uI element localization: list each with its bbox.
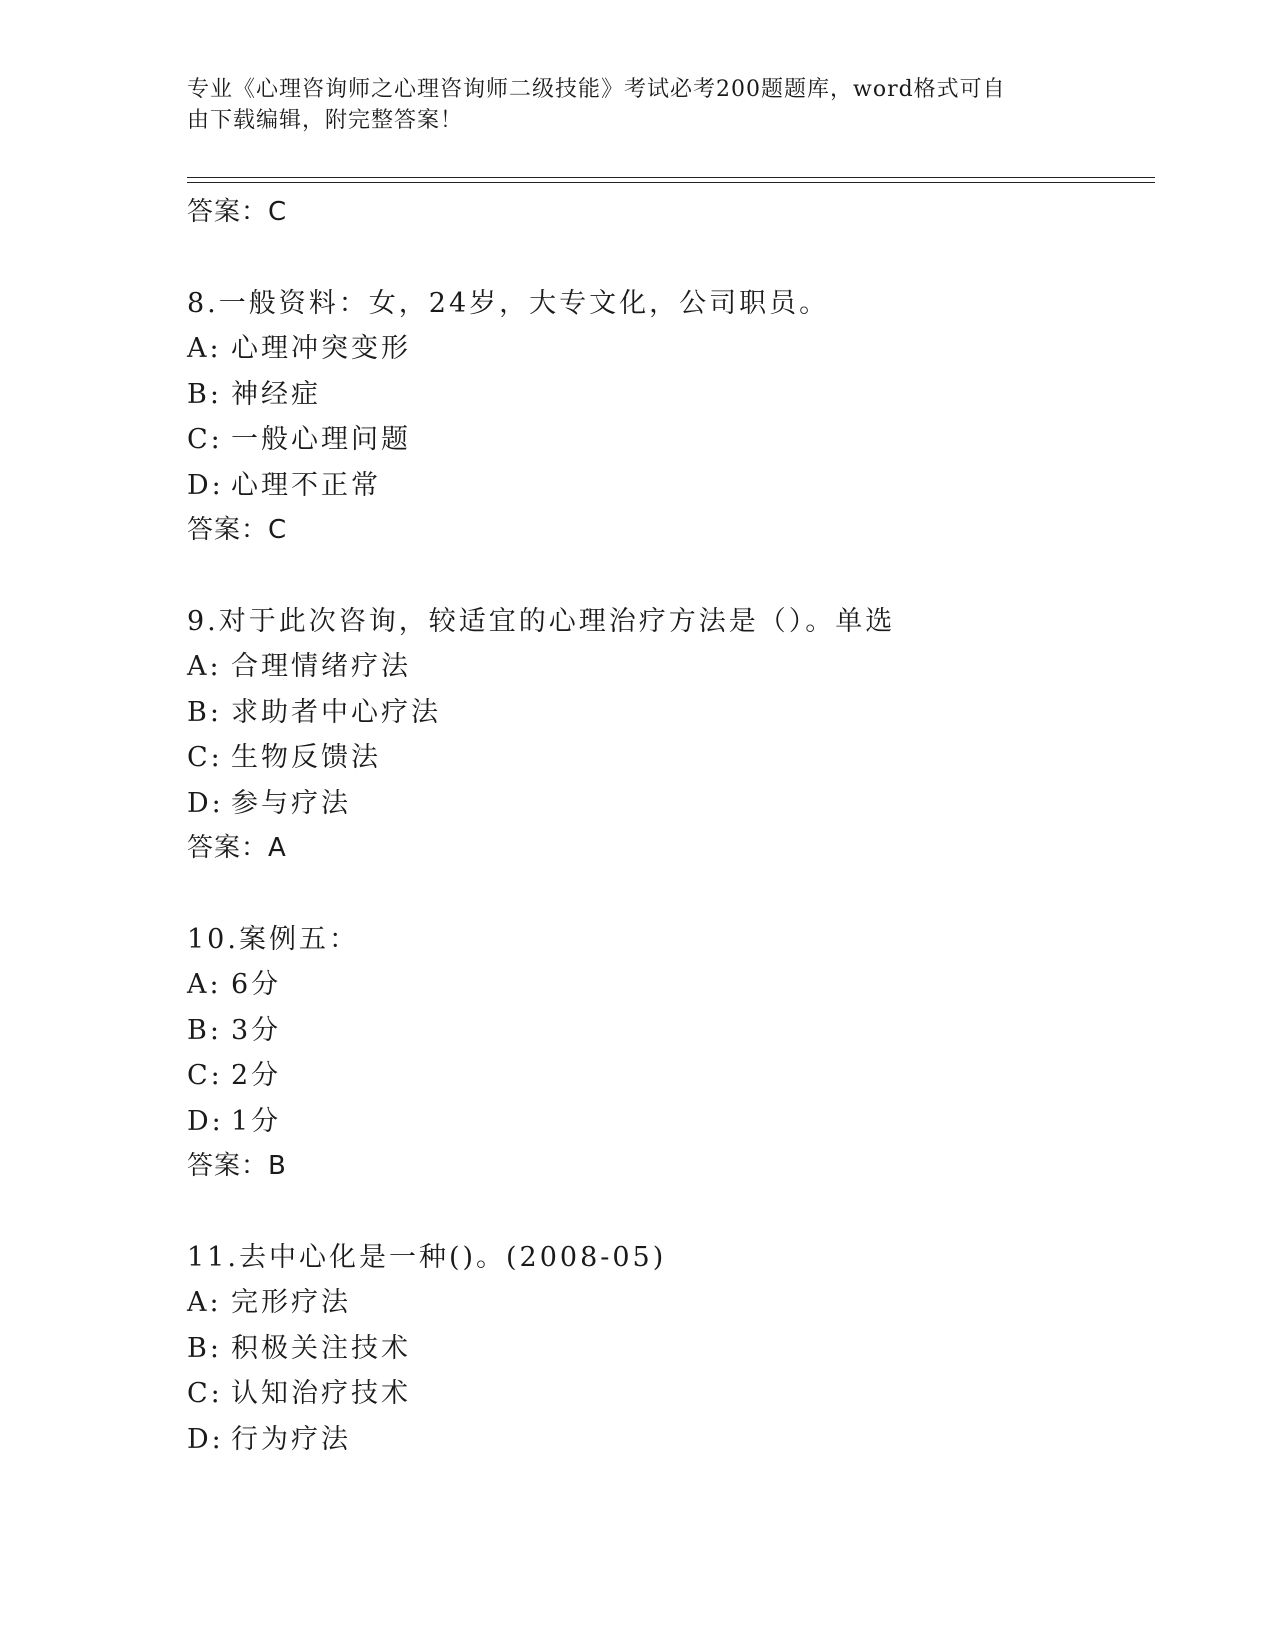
question-block-9 bbox=[187, 599, 1147, 870]
question-block-10 bbox=[187, 917, 1147, 1188]
question-block-11 bbox=[187, 1235, 1147, 1462]
option-letter: A: bbox=[187, 969, 222, 1000]
question-block-8 bbox=[187, 281, 1147, 552]
option-b bbox=[187, 1326, 1147, 1372]
option-text: 1分 bbox=[231, 1105, 282, 1137]
header-rule-bottom bbox=[187, 182, 1155, 183]
option-letter: A: bbox=[187, 651, 222, 682]
option-text: 心理不正常 bbox=[231, 469, 381, 501]
option-letter: D: bbox=[187, 1423, 224, 1455]
option-c bbox=[187, 1371, 1147, 1417]
option-letter: A: bbox=[187, 333, 222, 364]
question-list bbox=[187, 190, 1147, 1462]
question-text: 11.去中心化是一种()。(2008-05) bbox=[187, 1242, 667, 1273]
option-text: 完形疗法 bbox=[231, 1287, 351, 1318]
question-text: 10.案例五： bbox=[187, 924, 359, 955]
question-text: 9.对于此次咨询，较适宜的心理治疗方法是（）。单选 bbox=[187, 606, 896, 637]
answer-label: 答案：A bbox=[187, 833, 287, 863]
option-text: 合理情绪疗法 bbox=[231, 651, 411, 682]
option-b bbox=[187, 690, 1147, 736]
option-letter: C: bbox=[187, 742, 223, 773]
option-letter: B: bbox=[187, 378, 222, 410]
option-a bbox=[187, 644, 1147, 690]
answer-label: 答案：B bbox=[187, 1151, 287, 1181]
option-letter: D: bbox=[187, 1105, 224, 1137]
option-a bbox=[187, 1280, 1147, 1326]
question-text: 8.一般资料：女，24岁，大专文化，公司职员。 bbox=[187, 288, 830, 319]
option-b bbox=[187, 372, 1147, 418]
option-letter: B: bbox=[187, 696, 222, 728]
option-letter: B: bbox=[187, 1014, 222, 1046]
option-letter: B: bbox=[187, 1332, 222, 1364]
option-text: 2分 bbox=[231, 1060, 282, 1091]
option-text: 神经症 bbox=[231, 378, 321, 410]
option-b bbox=[187, 1008, 1147, 1054]
option-text: 行为疗法 bbox=[231, 1423, 351, 1455]
option-letter: D: bbox=[187, 469, 224, 501]
option-text: 6分 bbox=[231, 969, 282, 1000]
option-letter: C: bbox=[187, 1378, 223, 1409]
header-line-1: 专业《心理咨询师之心理咨询师二级技能》考试必考200题题库，word格式可自 bbox=[187, 77, 1006, 102]
option-text: 生物反馈法 bbox=[231, 742, 381, 773]
answer-label: 答案：C bbox=[187, 197, 288, 227]
option-c bbox=[187, 1053, 1147, 1099]
option-text: 积极关注技术 bbox=[231, 1332, 411, 1364]
option-letter: C: bbox=[187, 1060, 223, 1091]
option-d bbox=[187, 1417, 1147, 1463]
option-text: 一般心理问题 bbox=[231, 424, 411, 455]
option-c bbox=[187, 735, 1147, 781]
document-header bbox=[187, 74, 1067, 136]
header-rule-top bbox=[187, 177, 1155, 178]
option-c bbox=[187, 417, 1147, 463]
answer-label: 答案：C bbox=[187, 515, 288, 545]
option-letter: D: bbox=[187, 787, 224, 819]
header-line-2: 由下载编辑，附完整答案！ bbox=[187, 108, 464, 133]
option-text: 心理冲突变形 bbox=[231, 333, 411, 364]
option-letter: A: bbox=[187, 1287, 222, 1318]
option-d bbox=[187, 781, 1147, 827]
option-text: 3分 bbox=[231, 1014, 282, 1046]
option-text: 求助者中心疗法 bbox=[231, 696, 441, 728]
option-letter: C: bbox=[187, 424, 223, 455]
option-d bbox=[187, 463, 1147, 509]
option-a bbox=[187, 326, 1147, 372]
option-a bbox=[187, 962, 1147, 1008]
option-d bbox=[187, 1099, 1147, 1145]
option-text: 认知治疗技术 bbox=[231, 1378, 411, 1409]
option-text: 参与疗法 bbox=[231, 787, 351, 819]
